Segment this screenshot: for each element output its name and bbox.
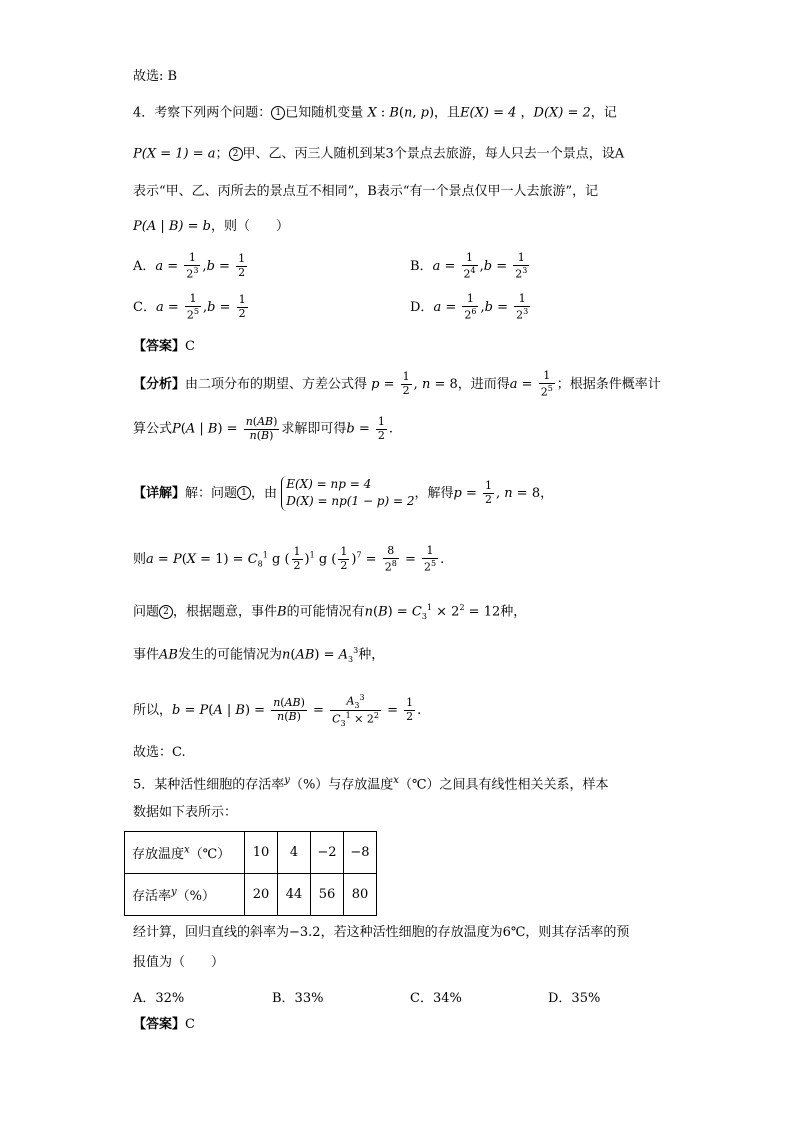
q5-answer: 【答案】C xyxy=(133,1017,195,1032)
table-cell: 56 xyxy=(311,874,344,916)
q4-stem-line-4: P(A | B) = b，则（ ） xyxy=(133,219,289,234)
q5-option-b[interactable]: B．33% xyxy=(272,991,324,1006)
table-row xyxy=(125,832,377,874)
q5-option-c[interactable]: C．34% xyxy=(410,991,462,1006)
q4-option-d[interactable]: D．a = $\frac{1}{2^6}$ ,b = $\frac{1}{2^3}$ xyxy=(410,292,529,322)
q5-stem-line-4: 报值为（ ） xyxy=(133,955,225,970)
q4-analysis-line-2: 算公式P(A | B) = $\frac{n(AB)}{n(B)}$ 求解即可得b = $\frac{1}{2}$ . xyxy=(133,415,394,442)
q5-stem-line-1: 5．某种活性细胞的存活率$^y$（%）与存放温度$^x$（℃）之间具有线性相关关系，样本 xyxy=(133,775,609,793)
q4-answer: 【答案】C xyxy=(133,339,195,354)
q5-option-a[interactable]: A．32% xyxy=(133,991,185,1006)
table-cell: −8 xyxy=(344,832,377,874)
table-cell: 10 xyxy=(245,832,278,874)
q4-option-b[interactable]: B．a = $\frac{1}{2^4}$ ,b = $\frac{1}{2^3}$ xyxy=(410,251,528,281)
circled-one-icon: 1 xyxy=(271,106,285,120)
q4-option-c[interactable]: C．a = $\frac{1}{2^5}$ ,b = $\frac{1}{2}$ xyxy=(133,292,246,322)
q5-option-d[interactable]: D．35% xyxy=(548,991,601,1006)
circled-two-icon: 2 xyxy=(159,605,173,619)
circled-one-icon: 1 xyxy=(237,486,251,500)
q4-stem-line-3: 表示“甲、乙、丙所去的景点互不相同”，B表示“有一个景点仅甲一人去旅游”，记 xyxy=(133,184,599,199)
table-cell: 20 xyxy=(245,874,278,916)
q4-calc-a: 则$a = P(X = 1) = C_8^1$ g ( $\frac{1}{2}$ )$^1$ g ( $\frac{1}{2}$ )$^7$ = $\frac{8}{2^8}$ = $\frac{1}{2^5}$ . xyxy=(133,544,445,574)
q4-analysis-line-1: 【分析】由二项分布的期望、方差公式得 p = $\frac{1}{2}$ , n = 8，进而得a = $\frac{1}{2^5}$ ；根据条件概率计 xyxy=(133,369,661,399)
q4-final-choice: 故选：C. xyxy=(133,745,186,760)
table-row xyxy=(125,874,377,916)
q4-conclusion-line: 所以，b = P(A | B) = $\frac{n(AB)}{n(B)}$ = $\frac{A_3^3}{C_3^1 \times 2^2}$ = $\frac{1}{2}$ . xyxy=(133,693,422,728)
table-cell: 4 xyxy=(278,832,311,874)
q5-stem-line-3: 经计算，回归直线的斜率为−3.2，若这种活性细胞的存放温度为6℃，则其存活率的预 xyxy=(133,925,630,940)
previous-answer-line: 故选: B xyxy=(133,69,178,84)
q4-stem-line-1: 4．考察下列两个问题： 1 已知随机变量 X : B(n, p)，且E(X) = 4 ，D(X) = 2，记 xyxy=(133,105,617,121)
q4-stem-line-2: P(X = 1) = a； 2 甲、乙、丙三人随机到某3个景点去旅游，每人只去一个景点，设A xyxy=(133,146,625,162)
table-row-header: 存放温度$^x$（℃） xyxy=(125,832,245,874)
table-cell: −2 xyxy=(311,832,344,874)
q4-option-a[interactable]: A．a = $\frac{1}{2^3}$ ,b = $\frac{1}{2}$ xyxy=(133,251,246,281)
data-table xyxy=(124,831,377,916)
table-cell: 44 xyxy=(278,874,311,916)
table-cell: 80 xyxy=(344,874,377,916)
q4-problem-2-line: 问题 2 ，根据题意，事件B的可能情况有$n(B) = C_3^1 \times 2^2 = 12$种， xyxy=(133,603,527,621)
q5-stem-line-2: 数据如下表所示： xyxy=(133,805,238,820)
q4-detail-line-1: 【详解】解：问题 1 ，由 E(X) = np = 4 D(X) = np(1 − p) = 2 ，解得p = $\frac{1}{2}$ , n = 8， xyxy=(133,476,553,511)
circled-two-icon: 2 xyxy=(229,147,243,161)
q4-event-ab-line: 事件AB发生的可能情况为$n(AB) = A_3^3$种， xyxy=(133,646,385,664)
table-row-header: 存活率$^y$（%） xyxy=(125,874,245,916)
equation-system: E(X) = np = 4 D(X) = np(1 − p) = 2 xyxy=(281,476,414,511)
